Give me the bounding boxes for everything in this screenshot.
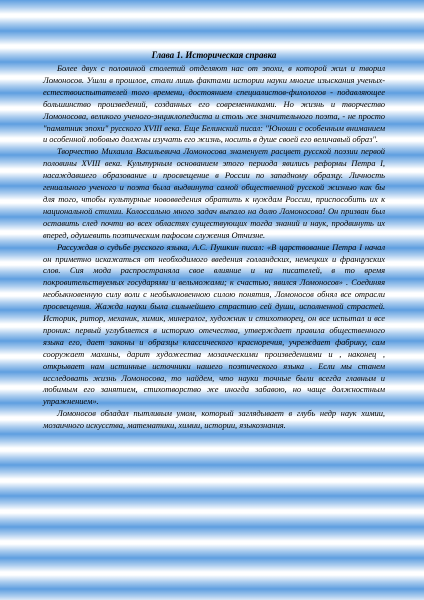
document-page [43,50,385,432]
paragraph-4: Ломоносов обладал пытливым умом, который заглядывает в глубь недр наук химии, мозаичного искусства, математики, химии, истории, языкознания. [43,408,385,431]
paragraph-2: Творчество Михаила Васильевича Ломоносова знаменует расцвет русской поэзии первой половины XVIII века. Культурным основанием этого периода явились реформы Петра I, насаждавшего образование и просвещение в России по западному образцу. Личность гениального ученого и поэта была выдвинута самой общественной русской жизнью как бы для того, чтобы культурные нововведения обратить к нуждам России, приспособить их к национальной стихии. Колоссально много задач выпало на долю Ломоносова! Он призван был оставить след почти во всех областях существующих тогда знаний и наук, продвинуть их вперед, одушевить поэтическим пафосом служения Отчизне. [43,146,385,240]
chapter-title: Глава 1. Историческая справка [151,50,277,60]
paragraph-1: Более двух с половиной столетий отделяют нас от эпохи, в которой жил и творил Ломоносов. Ушли в прошлое, стали лишь фактами истории науки многие изыскания ученых-естествоиспытателей того времени, достоянием специалистов-филологов - подавляющее большинство произведений, созданных его современниками. Но жизнь и творчество Ломоносова, великого ученого-энциклопедиста и столь же значительного поэта, - не просто "памятник эпохи" русского XVIII века. Еще Белинский писал: "Юноши с особенным вниманием и особенной любовью должны изучать его жизнь, носить в душе своей его величавый образ". [43,63,385,145]
paragraph-3: Рассуждая о судьбе русского языка, А.С. Пушкин писал: «В царствование Петра I начал он приметно искажаться от необходимого введения голландских, немецких и французских слов. Сия мода распространяла свое влияние и на писателей, в то время покровительствуемых государями и вельможами; к счастью, явился Ломоносов» . Соединяя необыкновенную силу воли с необыкновенною силою понятия, Ломоносов обнял все отрасли просвещения. Жажда науки была сильнейшею страстию сей души, исполненной страстей. Историк, ритор, механик, химик, минералог, художник и стихотворец, он все испытал и все проник: первый углубляется в историю отечества, утверждает правила общественного языка его, дает законы и образцы классического красноречия, учреждает фабрику, сам сооружает махины, дарит художества мозаическими произведениями и , наконец , открывает нам истинные источники нашего поэтического языка . Если мы станем исследовать жизнь Ломоносова, то найдем, что науки точные были всегда главным и любимым его занятием, стихотворство же иногда забавою, но чаще должностным упражнением». [43,241,385,407]
